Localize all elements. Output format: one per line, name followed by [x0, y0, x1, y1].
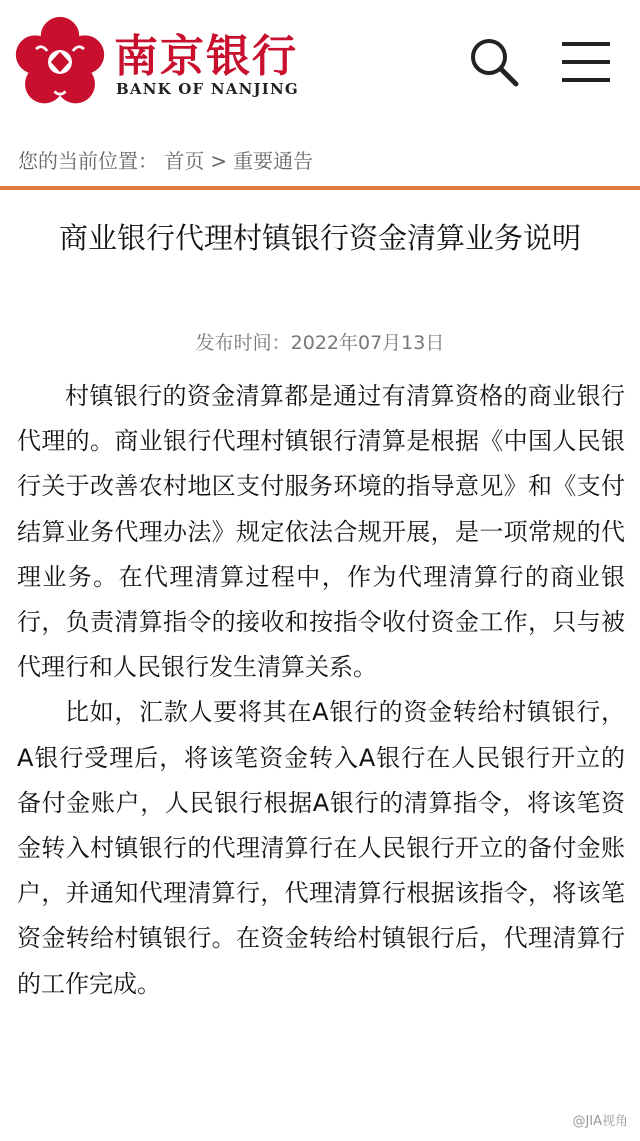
article-paragraph: 比如，汇款人要将其在A银行的资金转给村镇银行，A银行受理后，将该笔资金转入A银行在人民银行开立的备付金账户，人民银行根据A银行的清算指令，将该笔资金转入村镇银行的代理清算行在人民银行开立的备付金账户，并通知代理清算行，代理清算行根据该指令，将该笔资金转给村镇银行。在资金转给村镇银行后，代理清算行的工作完成。	[17, 698, 625, 998]
breadcrumb-home-link[interactable]: 首页	[164, 149, 205, 173]
breadcrumb-notices-link[interactable]: 重要通告	[233, 149, 314, 173]
breadcrumb-separator: >	[210, 149, 228, 173]
brand-name-en: BANK OF NANJING	[116, 80, 299, 98]
search-icon[interactable]	[466, 34, 522, 90]
article-body	[17, 374, 625, 1007]
watermark: @JIA视角	[572, 1114, 628, 1129]
breadcrumb	[18, 146, 313, 176]
site-header	[0, 0, 640, 128]
article-paragraph: 村镇银行的资金清算都是通过有清算资格的商业银行代理的。商业银行代理村镇银行清算是根据《中国人民银行关于改善农村地区支付服务环境的指导意见》和《支付结算业务代理办法》规定依法合规开展，是一项常规的代理业务。在代理清算过程中，作为代理清算行的商业银行，负责清算指令的接收和按指令收付资金工作，只与被代理行和人民银行发生清算关系。	[17, 382, 625, 682]
brand-name-cn: 南京银行	[114, 31, 298, 82]
menu-icon[interactable]	[558, 34, 614, 90]
header-divider	[0, 186, 640, 190]
bank-logo-icon[interactable]	[14, 16, 106, 108]
breadcrumb-prefix: 您的当前位置：	[18, 149, 158, 173]
publish-time: 发布时间：2022年07月13日	[195, 332, 445, 354]
article-title: 商业银行代理村镇银行资金清算业务说明	[58, 221, 581, 255]
